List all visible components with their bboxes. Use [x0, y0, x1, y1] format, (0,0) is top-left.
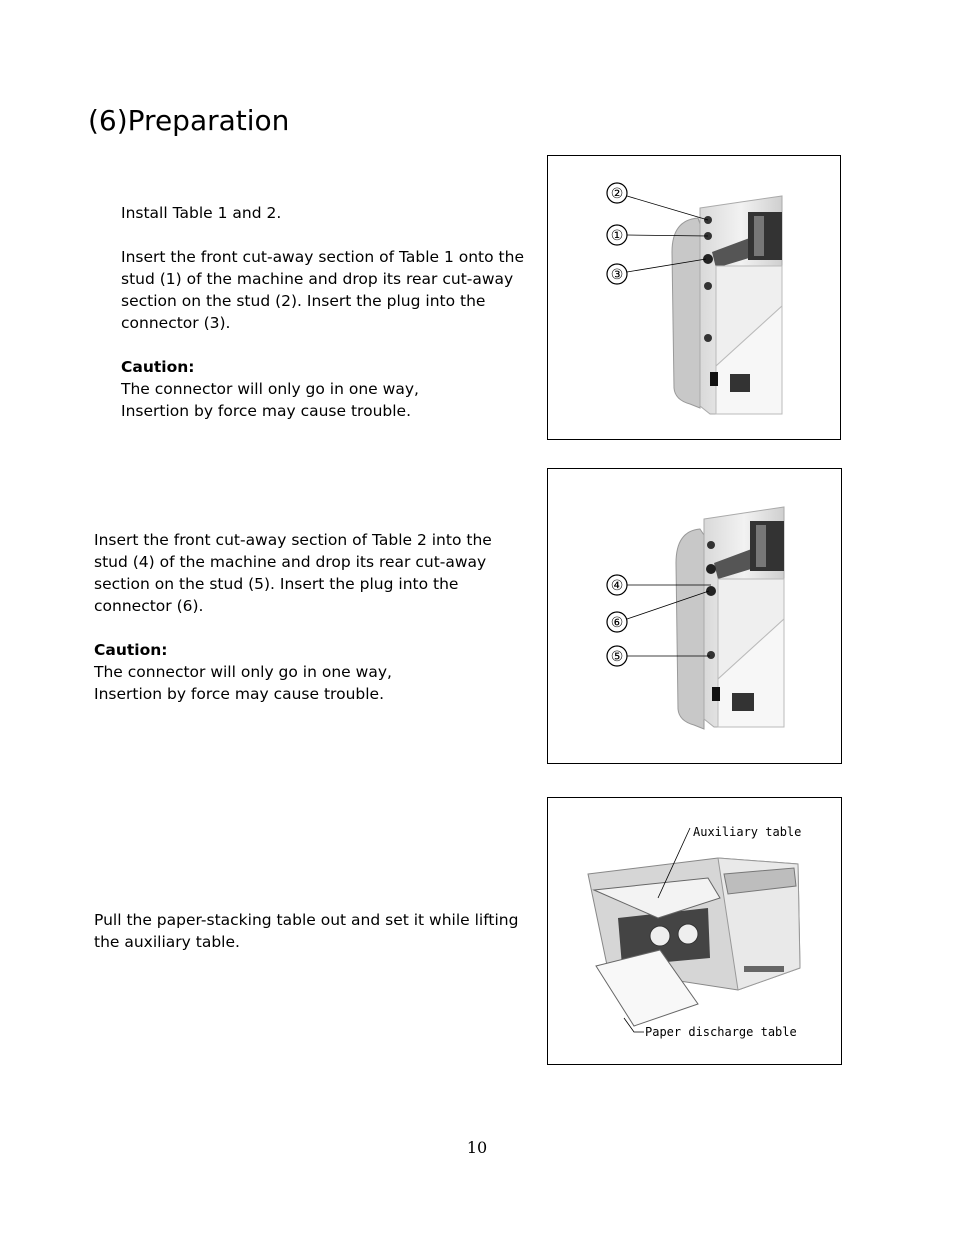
page-number: 10	[466, 1138, 488, 1157]
section3-line: the auxiliary table.	[94, 933, 240, 951]
figure-label-2: ②	[610, 186, 624, 202]
section3-text	[94, 909, 549, 953]
caution-label: Caution:	[94, 641, 168, 659]
section2-line: Insert the front cut-away section of Table 2 into the	[94, 531, 492, 549]
figure-label-1: ①	[610, 228, 624, 244]
figure-paper-stacking-table	[547, 797, 842, 1065]
caution-line: Insertion by force may cause trouble.	[94, 685, 384, 703]
section1-intro: Install Table 1 and 2.	[121, 204, 282, 222]
section2-line: stud (4) of the machine and drop its rear cut-away	[94, 553, 487, 571]
caution-label: Caution:	[121, 358, 195, 376]
section1-text	[121, 202, 551, 422]
machine-rear-illustration	[548, 156, 840, 439]
section2-line: connector (6).	[94, 597, 204, 615]
section1-line: stud (1) of the machine and drop its rear cut-away	[121, 270, 514, 288]
section1-line: Insert the front cut-away section of Table 1 onto the	[121, 248, 524, 266]
figure-label-paper-discharge-table: Paper discharge table	[645, 1025, 797, 1039]
section1-line: section on the stud (2). Insert the plug into the	[121, 292, 486, 310]
section3-line: Pull the paper-stacking table out and set it while lifting	[94, 911, 519, 929]
caution-line: The connector will only go in one way,	[94, 663, 392, 681]
figure-table1-install	[547, 155, 841, 440]
figure-label-3: ③	[610, 267, 624, 283]
machine-rear-illustration	[548, 469, 841, 763]
section2-text	[94, 529, 544, 705]
figure-label-5: ⑤	[610, 649, 624, 665]
section1-line: connector (3).	[121, 314, 231, 332]
section2-line: section on the stud (5). Insert the plug into the	[94, 575, 459, 593]
page-title: (6)Preparation	[88, 104, 290, 137]
figure-label-6: ⑥	[610, 615, 624, 631]
figure-table2-install	[547, 468, 842, 764]
machine-front-illustration	[548, 798, 841, 1064]
caution-line: Insertion by force may cause trouble.	[121, 402, 411, 420]
figure-label-auxiliary-table: Auxiliary table	[693, 825, 802, 839]
caution-line: The connector will only go in one way,	[121, 380, 419, 398]
figure-label-4: ④	[610, 578, 624, 594]
